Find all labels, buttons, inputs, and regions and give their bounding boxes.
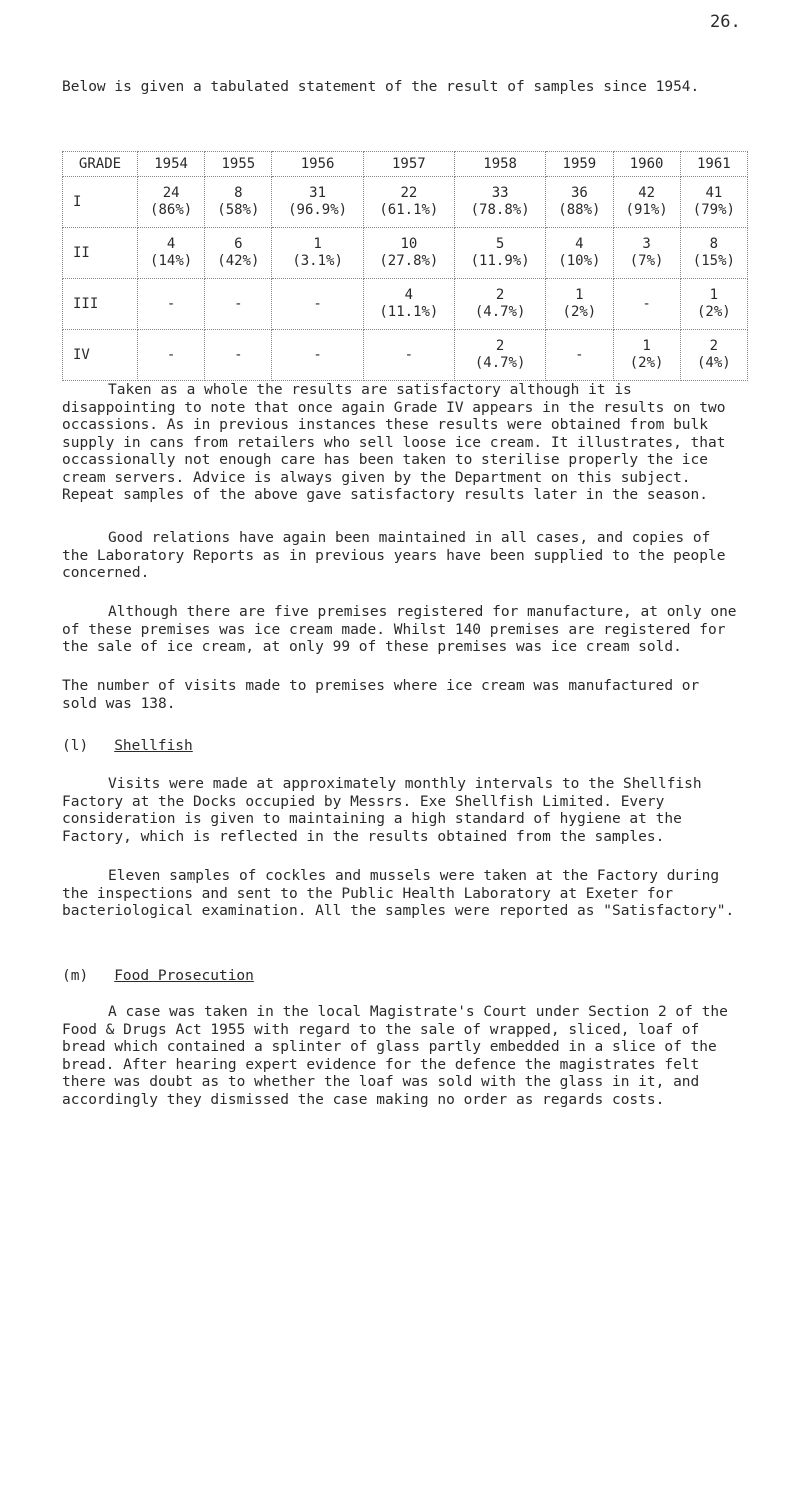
- table-row: [63, 228, 748, 279]
- sample-count: 41: [705, 185, 723, 201]
- result-cell: [613, 228, 680, 279]
- result-cell: [455, 228, 546, 279]
- section-heading-food-prosecution: [62, 968, 254, 984]
- result-cell: [455, 279, 546, 330]
- sample-percentage: (2%): [562, 304, 597, 320]
- sample-count: 22: [400, 185, 418, 201]
- sample-count: 1: [575, 287, 584, 303]
- section-heading-shellfish: [62, 738, 193, 754]
- sample-count: 2: [709, 338, 719, 354]
- grade-cell: IV: [63, 330, 138, 381]
- result-cell: [613, 279, 680, 330]
- result-cell: [363, 177, 454, 228]
- result-cell: [363, 330, 454, 381]
- result-cell: [546, 330, 613, 381]
- sample-count: -: [575, 346, 584, 363]
- header-cell: 1955: [205, 152, 272, 177]
- sample-count: -: [642, 295, 651, 312]
- result-cell: [363, 228, 454, 279]
- shellfish-paragraph-2: Eleven samples of cockles and mussels were taken at the Factory during the inspections and sent to the Public Health Laboratory at Exeter for bacteriological examination. All the samples were reported as "Satisfactory".: [62, 868, 735, 919]
- result-cell: [680, 279, 747, 330]
- section-letter: (l): [62, 738, 89, 754]
- sample-count: 4: [404, 287, 414, 303]
- result-cell: [613, 177, 680, 228]
- sample-percentage: (2%): [629, 355, 664, 371]
- relations-paragraph: Good relations have again been maintained in all cases, and copies of the Laboratory Reports as in previous years have been supplied to the people concerned.: [62, 530, 726, 581]
- result-cell: [680, 330, 747, 381]
- sample-percentage: (11.1%): [379, 304, 439, 320]
- header-cell: 1958: [455, 152, 546, 177]
- header-cell: 1957: [363, 152, 454, 177]
- sample-count: 6: [234, 236, 243, 252]
- sample-count: -: [166, 295, 176, 312]
- header-cell: 1960: [613, 152, 680, 177]
- sample-count: -: [234, 295, 243, 312]
- sample-count: 2: [495, 287, 505, 303]
- result-cell: [138, 330, 205, 381]
- sample-percentage: (86%): [150, 202, 193, 218]
- result-cell: [613, 330, 680, 381]
- sample-percentage: (91%): [625, 202, 668, 218]
- sample-percentage: (4.7%): [474, 355, 526, 371]
- sample-count: 33: [491, 185, 509, 201]
- sample-percentage: (96.9%): [288, 202, 348, 218]
- result-cell: [272, 279, 363, 330]
- header-cell: GRADE: [63, 152, 138, 177]
- sample-count: -: [166, 346, 176, 363]
- sample-percentage: (27.8%): [379, 253, 439, 269]
- sample-percentage: (42%): [217, 253, 260, 269]
- sample-count: 8: [709, 236, 719, 252]
- sample-percentage: (11.9%): [470, 253, 530, 269]
- section-title: Shellfish: [114, 738, 193, 754]
- header-cell: 1961: [680, 152, 747, 177]
- sample-count: -: [313, 295, 322, 312]
- table-row: [63, 177, 748, 228]
- result-cell: [205, 279, 272, 330]
- sample-count: 36: [570, 185, 588, 201]
- sample-percentage: (61.1%): [379, 202, 439, 218]
- sample-percentage: (88%): [558, 202, 601, 218]
- ice-cream-results-paragraph: Taken as a whole the results are satisfactory although it is disappointing to note that once again Grade IV appears in the results on two occassions. As in previous instances these results were obtained from bulk supply in cans from retailers who sell loose ice cream. It illustrates, that occassionally not enough care has been taken to sterilise properly the ice cream servers. Advice is always given by the Department on this subject. Repeat samples of the above gave satisfactory results later in the season.: [62, 382, 726, 503]
- result-cell: [680, 228, 747, 279]
- result-cell: [363, 279, 454, 330]
- result-cell: [680, 177, 747, 228]
- results-table: [62, 151, 748, 381]
- result-cell: [272, 177, 363, 228]
- sample-count: 4: [575, 236, 584, 252]
- section-title: Food Prosecution: [114, 968, 254, 984]
- header-cell: 1956: [272, 152, 363, 177]
- result-cell: [455, 177, 546, 228]
- sample-count: 1: [642, 338, 651, 354]
- sample-count: 10: [400, 236, 418, 252]
- visits-paragraph: The number of visits made to premises where ice cream was manufactured or sold was 138.: [62, 678, 700, 712]
- header-cell: 1954: [138, 152, 205, 177]
- sample-count: -: [313, 346, 322, 363]
- sample-percentage: (3.1%): [292, 253, 343, 269]
- sample-count: 24: [162, 185, 180, 201]
- sample-percentage: (4.7%): [474, 304, 526, 320]
- result-cell: [205, 228, 272, 279]
- sample-count: 8: [234, 185, 243, 201]
- sample-count: 4: [166, 236, 176, 252]
- sample-count: 3: [642, 236, 651, 252]
- sample-percentage: (4%): [697, 355, 731, 371]
- result-cell: [546, 228, 613, 279]
- page-number: 26.: [710, 12, 741, 32]
- sample-count: 2: [495, 338, 505, 354]
- result-cell: [272, 228, 363, 279]
- grade-cell: II: [63, 228, 138, 279]
- prosecution-paragraph: A case was taken in the local Magistrate's Court under Section 2 of the Food & Drugs Act 1955 with regard to the sale of wrapped, sliced, loaf of bread which contained a splinter of glass partly embedded in a slice of the bread. After hearing expert evidence for the defence the magistrates felt there was doubt as to whether the loaf was sold with the glass in it, and accordingly they dismissed the case making no order as regards costs.: [62, 1004, 728, 1108]
- result-cell: [546, 279, 613, 330]
- sample-count: -: [404, 346, 414, 363]
- table-header-row: [63, 152, 748, 177]
- sample-count: 1: [313, 236, 322, 252]
- result-cell: [546, 177, 613, 228]
- result-cell: [138, 177, 205, 228]
- sample-percentage: (10%): [558, 253, 601, 269]
- sample-percentage: (2%): [697, 304, 731, 320]
- sample-count: 42: [638, 185, 656, 201]
- header-cell: 1959: [546, 152, 613, 177]
- table-row: [63, 279, 748, 330]
- sample-percentage: (7%): [629, 253, 664, 269]
- premises-paragraph: Although there are five premises registered for manufacture, at only one of these premises was ice cream made. Whilst 140 premises are registered for the sale of ice cream, at only 99 of these premises was ice cream sold.: [62, 604, 737, 655]
- sample-percentage: (78.8%): [470, 202, 530, 218]
- result-cell: [205, 330, 272, 381]
- shellfish-paragraph-1: Visits were made at approximately monthly intervals to the Shellfish Factory at the Docks occupied by Messrs. Exe Shellfish Limited. Every consideration is given to maintaining a high standard of hygiene at the Factory, which is reflected in the results obtained from the samples.: [62, 776, 702, 845]
- result-cell: [205, 177, 272, 228]
- result-cell: [455, 330, 546, 381]
- sample-count: 1: [709, 287, 719, 303]
- result-cell: [138, 279, 205, 330]
- section-letter: (m): [62, 968, 89, 984]
- grade-cell: III: [63, 279, 138, 330]
- sample-percentage: (14%): [150, 253, 193, 269]
- sample-percentage: (58%): [217, 202, 260, 218]
- sample-count: 31: [309, 185, 327, 201]
- table-row: [63, 330, 748, 381]
- intro-text: Below is given a tabulated statement of the result of samples since 1954.: [62, 79, 700, 95]
- sample-percentage: (15%): [692, 253, 735, 269]
- sample-percentage: (79%): [692, 202, 735, 218]
- sample-count: -: [234, 346, 243, 363]
- result-cell: [138, 228, 205, 279]
- sample-count: 5: [495, 236, 505, 252]
- grade-cell: I: [63, 177, 138, 228]
- result-cell: [272, 330, 363, 381]
